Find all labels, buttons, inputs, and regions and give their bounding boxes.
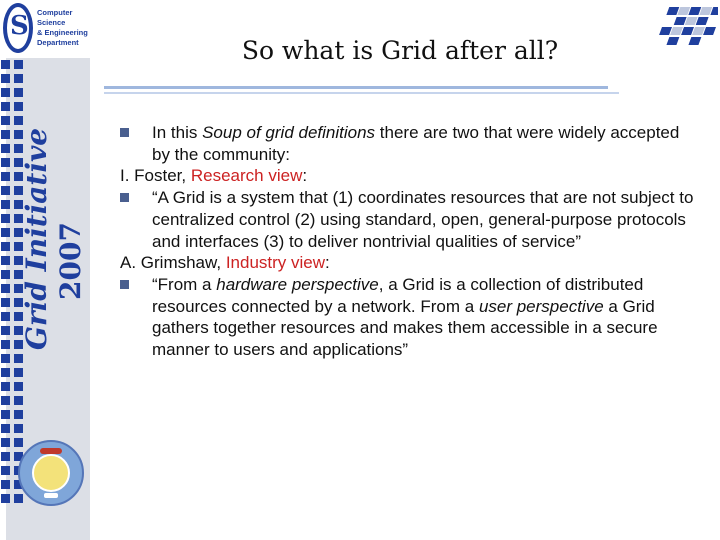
slide-title: So what is Grid after all? (241, 36, 559, 65)
sidebar-square-icon (1, 144, 10, 153)
sidebar-square-icon (1, 242, 10, 251)
grimshaw-quote-post: a Grid gathers together resources and makes them accessible in a secure manner to users and applications” (152, 296, 658, 360)
grimshaw-view: Industry view (225, 253, 326, 273)
foster-colon: : (302, 166, 308, 186)
sidebar-square-icon (1, 228, 10, 237)
title-divider (104, 86, 608, 89)
bullet-square-icon (120, 280, 129, 289)
sidebar-square-icon (1, 284, 10, 293)
sidebar-square-icon (1, 396, 10, 405)
sidebar-square-icon (1, 368, 10, 377)
sidebar-square-icon (1, 424, 10, 433)
sidebar-square-icon (1, 186, 10, 195)
sidebar-square-icon (1, 298, 10, 307)
logo-letter-icon: S (10, 11, 29, 41)
sidebar-square-icon (1, 340, 10, 349)
grimshaw-name: A. Grimshaw, (120, 253, 226, 273)
sidebar-square-icon (1, 312, 10, 321)
sidebar-square-icon (1, 480, 10, 489)
logo-line-3: Department (37, 38, 79, 47)
grimshaw-colon: : (325, 253, 330, 273)
grimshaw-quote-pre: “From a (152, 274, 217, 294)
department-logo (0, 0, 92, 58)
foster-view: Research view (190, 166, 303, 186)
sidebar-square-icon (14, 102, 23, 111)
foster-quote-bullet (120, 187, 700, 252)
intro-text-pre: In this (152, 123, 203, 142)
sidebar-square-icon (14, 354, 23, 363)
foster-name: I. Foster, (120, 166, 191, 186)
sidebar-square-icon (1, 60, 10, 69)
bullet-square-icon (120, 128, 129, 137)
seal-building-icon (32, 454, 70, 492)
foster-quote: “A Grid is a system that (1) coordinates resources that are not subject to centralized control (2) using standard, open, general-purpose protocols and interfaces (3) to deliver nontrivial qualities of service” (152, 188, 694, 251)
sidebar-square-icon (14, 396, 23, 405)
sidebar-square-icon (1, 116, 10, 125)
sidebar-square-icon (14, 438, 23, 447)
square-column-left (1, 60, 11, 508)
intro-bullet (120, 122, 700, 165)
sidebar-square-icon (1, 74, 10, 83)
sidebar-square-icon (14, 382, 23, 391)
grimshaw-quote-bullet (120, 274, 700, 361)
sidebar-square-icon (1, 326, 10, 335)
sidebar-square-icon (1, 452, 10, 461)
foster-heading (120, 165, 700, 187)
sidebar-square-icon (1, 200, 10, 209)
sidebar-square-icon (1, 158, 10, 167)
sidebar-square-icon (14, 116, 23, 125)
sidebar-square-icon (14, 88, 23, 97)
sidebar-square-icon (1, 494, 10, 503)
sidebar-square-icon (1, 270, 10, 279)
logo-line-2: & Engineering (37, 28, 88, 37)
sidebar-square-icon (1, 466, 10, 475)
grimshaw-quote-italic-1: hardware perspective (216, 274, 379, 294)
sidebar-square-icon (1, 354, 10, 363)
grimshaw-quote-italic-2: user perspective (478, 296, 604, 316)
sidebar-square-icon (14, 410, 23, 419)
intro-text-italic: Soup of grid definitions (202, 123, 376, 142)
university-seal-icon (18, 440, 84, 506)
grimshaw-heading (120, 252, 700, 274)
title-divider-secondary (104, 92, 619, 94)
slide-body (120, 122, 700, 361)
sidebar-square-icon (14, 424, 23, 433)
sidebar-square-icon (1, 102, 10, 111)
sidebar-square-icon (14, 60, 23, 69)
logo-line-1: Computer Science (37, 8, 73, 27)
sidebar-square-icon (1, 410, 10, 419)
sidebar-square-icon (14, 74, 23, 83)
sidebar-square-icon (1, 88, 10, 97)
sidebar-square-icon (1, 214, 10, 223)
grimshaw-quote-mid: , a Grid is a collection of distributed resources connected by a network. From a (152, 274, 644, 316)
sidebar-square-icon (1, 130, 10, 139)
sidebar (0, 0, 90, 540)
sidebar-vertical-year: 2007 (54, 222, 87, 300)
sidebar-square-icon (1, 256, 10, 265)
sidebar-square-icon (14, 368, 23, 377)
sidebar-square-icon (1, 172, 10, 181)
sidebar-square-icon (1, 438, 10, 447)
seal-year-icon (44, 493, 58, 498)
sidebar-square-icon (14, 494, 23, 503)
sidebar-square-icon (1, 382, 10, 391)
sidebar-vertical-title: Grid Initiative (20, 127, 53, 350)
department-logo-text (37, 8, 92, 48)
bullet-square-icon (120, 193, 129, 202)
intro-text-post: there are two that were widely accepted by the community: (152, 123, 680, 164)
